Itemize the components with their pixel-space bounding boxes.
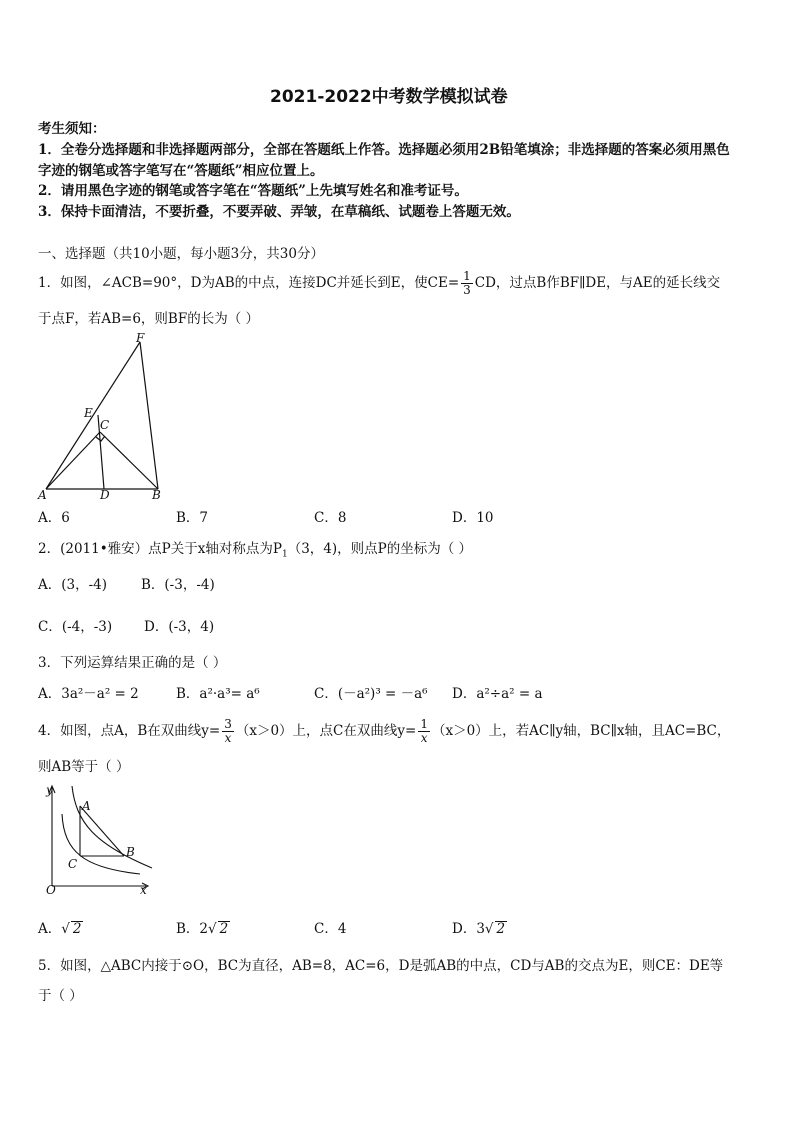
notice-line-3: 3．保持卡面清洁，不要折叠，不要弄破、弄皱，在草稿纸、试题卷上答题无效。 xyxy=(38,204,520,220)
label-y: y xyxy=(46,783,53,797)
q1-option-d[interactable]: D．10 xyxy=(452,510,494,526)
q5-line-1: 5．如图，△ABC内接于⊙O，BC为直径，AB=8，AC=6，D是弧AB的中点，CD与AB的交点为E，则CE：DE等 xyxy=(38,958,724,974)
label-E: E xyxy=(84,406,93,420)
q4-option-b[interactable]: B．2√ 2 xyxy=(176,921,229,937)
q1-figure xyxy=(34,333,174,505)
label-F: F xyxy=(136,333,145,345)
q4-option-a[interactable]: A．√ 2 xyxy=(38,921,82,937)
label-D: D xyxy=(100,488,110,502)
notice-heading: 考生须知： xyxy=(38,121,106,137)
q1-fraction: $\frac{1}{3}$ xyxy=(463,269,471,297)
label-B: B xyxy=(126,845,135,859)
q3-text: 3．下列运算结果正确的是（ ） xyxy=(38,655,227,671)
q1-option-c[interactable]: C．8 xyxy=(314,510,347,526)
q1-text-part2: CD，过点B作BF∥DE，与AE的延长线交 xyxy=(474,275,721,291)
q4-fraction-3-over-x: $\frac{3}{x}$ xyxy=(224,717,232,745)
q2-option-c[interactable]: C．(-4，-3) xyxy=(38,619,113,635)
section-heading: 一、选择题（共10小题，每小题3分，共30分） xyxy=(38,246,324,262)
label-C: C xyxy=(68,857,78,871)
q4-option-d[interactable]: D．3√ 2 xyxy=(452,921,506,937)
q1-line-1 xyxy=(38,266,720,300)
line-CB xyxy=(100,432,158,489)
q1-line-2: 于点F，若AB=6，则BF的长为（ ） xyxy=(38,311,260,327)
q4-fraction-1-over-x: $\frac{1}{x}$ xyxy=(420,717,428,745)
q3-option-a[interactable]: A．3a²－a² = 2 xyxy=(38,686,139,702)
q4-line-2: 则AB等于（ ） xyxy=(38,759,130,775)
label-A: A xyxy=(38,488,47,502)
q1-option-b[interactable]: B．7 xyxy=(176,510,209,526)
segment-AB xyxy=(80,806,124,856)
q4-figure xyxy=(34,782,158,898)
label-B: B xyxy=(152,488,161,502)
label-A: A xyxy=(82,799,91,813)
q2-option-d[interactable]: D．(-3，4) xyxy=(144,619,215,635)
q4-option-c[interactable]: C．4 xyxy=(314,921,347,937)
label-x: x xyxy=(140,883,147,897)
page-title: 2021-2022中考数学模拟试卷 xyxy=(270,87,508,107)
notice-line-2: 2．请用黑色字迹的钢笔或答字笔在“答题纸”上先填写姓名和准考证号。 xyxy=(38,183,468,199)
q5-line-2: 于（ ） xyxy=(38,988,83,1004)
q2-text: 2．(2011•雅安）点P关于x轴对称点为$P_1(3$，4)，则点P的坐标为（ ） xyxy=(38,541,473,560)
line-AC xyxy=(46,432,100,489)
q2-option-b[interactable]: B．(-3，-4) xyxy=(141,577,215,593)
q3-option-b[interactable]: B．a²·a³= a⁶ xyxy=(176,686,260,702)
q4-line-1: 4．如图，点A，B在双曲线y= $\frac{3}{x}$ （x＞0）上，点C在双曲线y= $\frac{1}{x}$ （x＞0）上，若AC∥y轴，BC∥x轴，且AC=BC， xyxy=(38,717,731,745)
q2-option-a[interactable]: A．(3，-4) xyxy=(38,577,108,593)
line-AF xyxy=(46,342,140,489)
notice-line-1b: 字迹的钢笔或答字笔写在“答题纸”相应位置上。 xyxy=(38,163,324,179)
q3-option-c[interactable]: C．(－a²)³ = －a⁶ xyxy=(314,686,428,702)
q3-option-d[interactable]: D．a²÷a² = a xyxy=(452,686,543,702)
q1-option-a[interactable]: A．6 xyxy=(38,510,70,526)
label-O: O xyxy=(46,883,56,897)
q1-text-part1: 1．如图，∠ACB=90°，D为AB的中点，连接DC并延长到E，使CE= xyxy=(38,275,460,291)
label-C: C xyxy=(100,418,110,432)
notice-line-1a: 1．全卷分选择题和非选择题两部分，全部在答题纸上作答。选择题必须用2B铅笔填涂；非选择题的答案必须用黑色 xyxy=(38,142,730,158)
line-FB xyxy=(140,342,158,489)
